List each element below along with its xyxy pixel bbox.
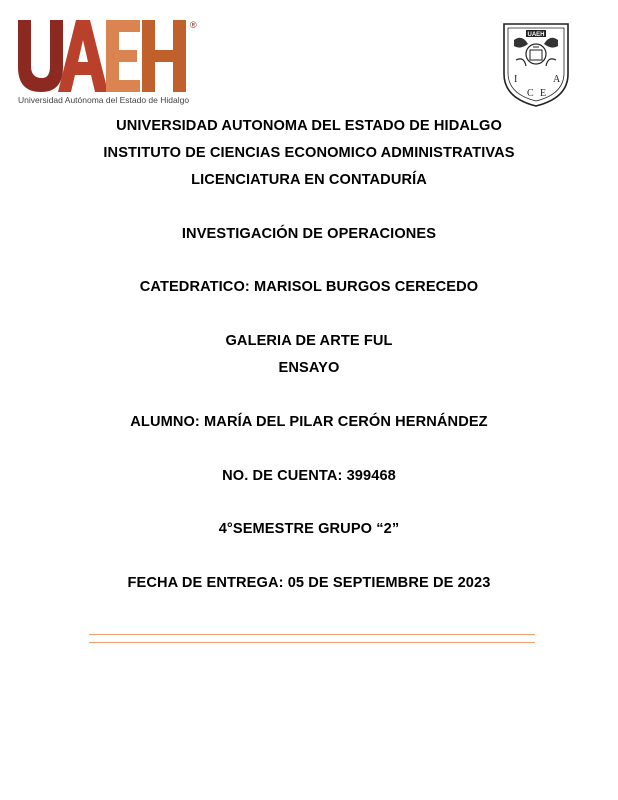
icea-seal-mark [500, 20, 572, 108]
divider-bottom [89, 642, 535, 643]
student-line: ALUMNO: MARÍA DEL PILAR CERÓN HERNÁNDEZ [130, 414, 488, 430]
svg-text:UAEH: UAEH [527, 32, 545, 38]
document-type: ENSAYO [278, 360, 340, 376]
semester-group: 4°SEMESTRE GRUPO “2” [218, 521, 400, 537]
icea-seal [500, 20, 572, 108]
degree-name: LICENCIATURA EN CONTADURÍA [191, 172, 427, 188]
university-name: UNIVERSIDAD AUTONOMA DEL ESTADO DE HIDALGO [116, 118, 502, 134]
divider-top [89, 634, 535, 635]
icea-letter-i: I [514, 74, 518, 85]
course-name: INVESTIGACIÓN DE OPERACIONES [181, 226, 437, 242]
due-date: FECHA DE ENTREGA: 05 DE SEPTIEMBRE DE 2023 [127, 575, 491, 591]
institute-name: INSTITUTO DE CIENCIAS ECONOMICO ADMINISTRATIVAS [103, 145, 515, 161]
icea-letter-c: C [527, 88, 534, 99]
document-title: GALERIA DE ARTE FUL [225, 333, 393, 349]
icea-letter-e: E [540, 88, 547, 99]
registered-mark: ® [190, 20, 197, 30]
account-number: NO. DE CUENTA: 399468 [222, 468, 396, 484]
professor-line: CATEDRATICO: MARISOL BURGOS CERECEDO [139, 279, 479, 295]
uaeh-logo [18, 20, 208, 106]
uaeh-tagline: Universidad Autónoma del Estado de Hidalgo [18, 95, 190, 105]
icea-letter-a: A [553, 74, 561, 85]
uaeh-logo-mark [18, 20, 190, 94]
